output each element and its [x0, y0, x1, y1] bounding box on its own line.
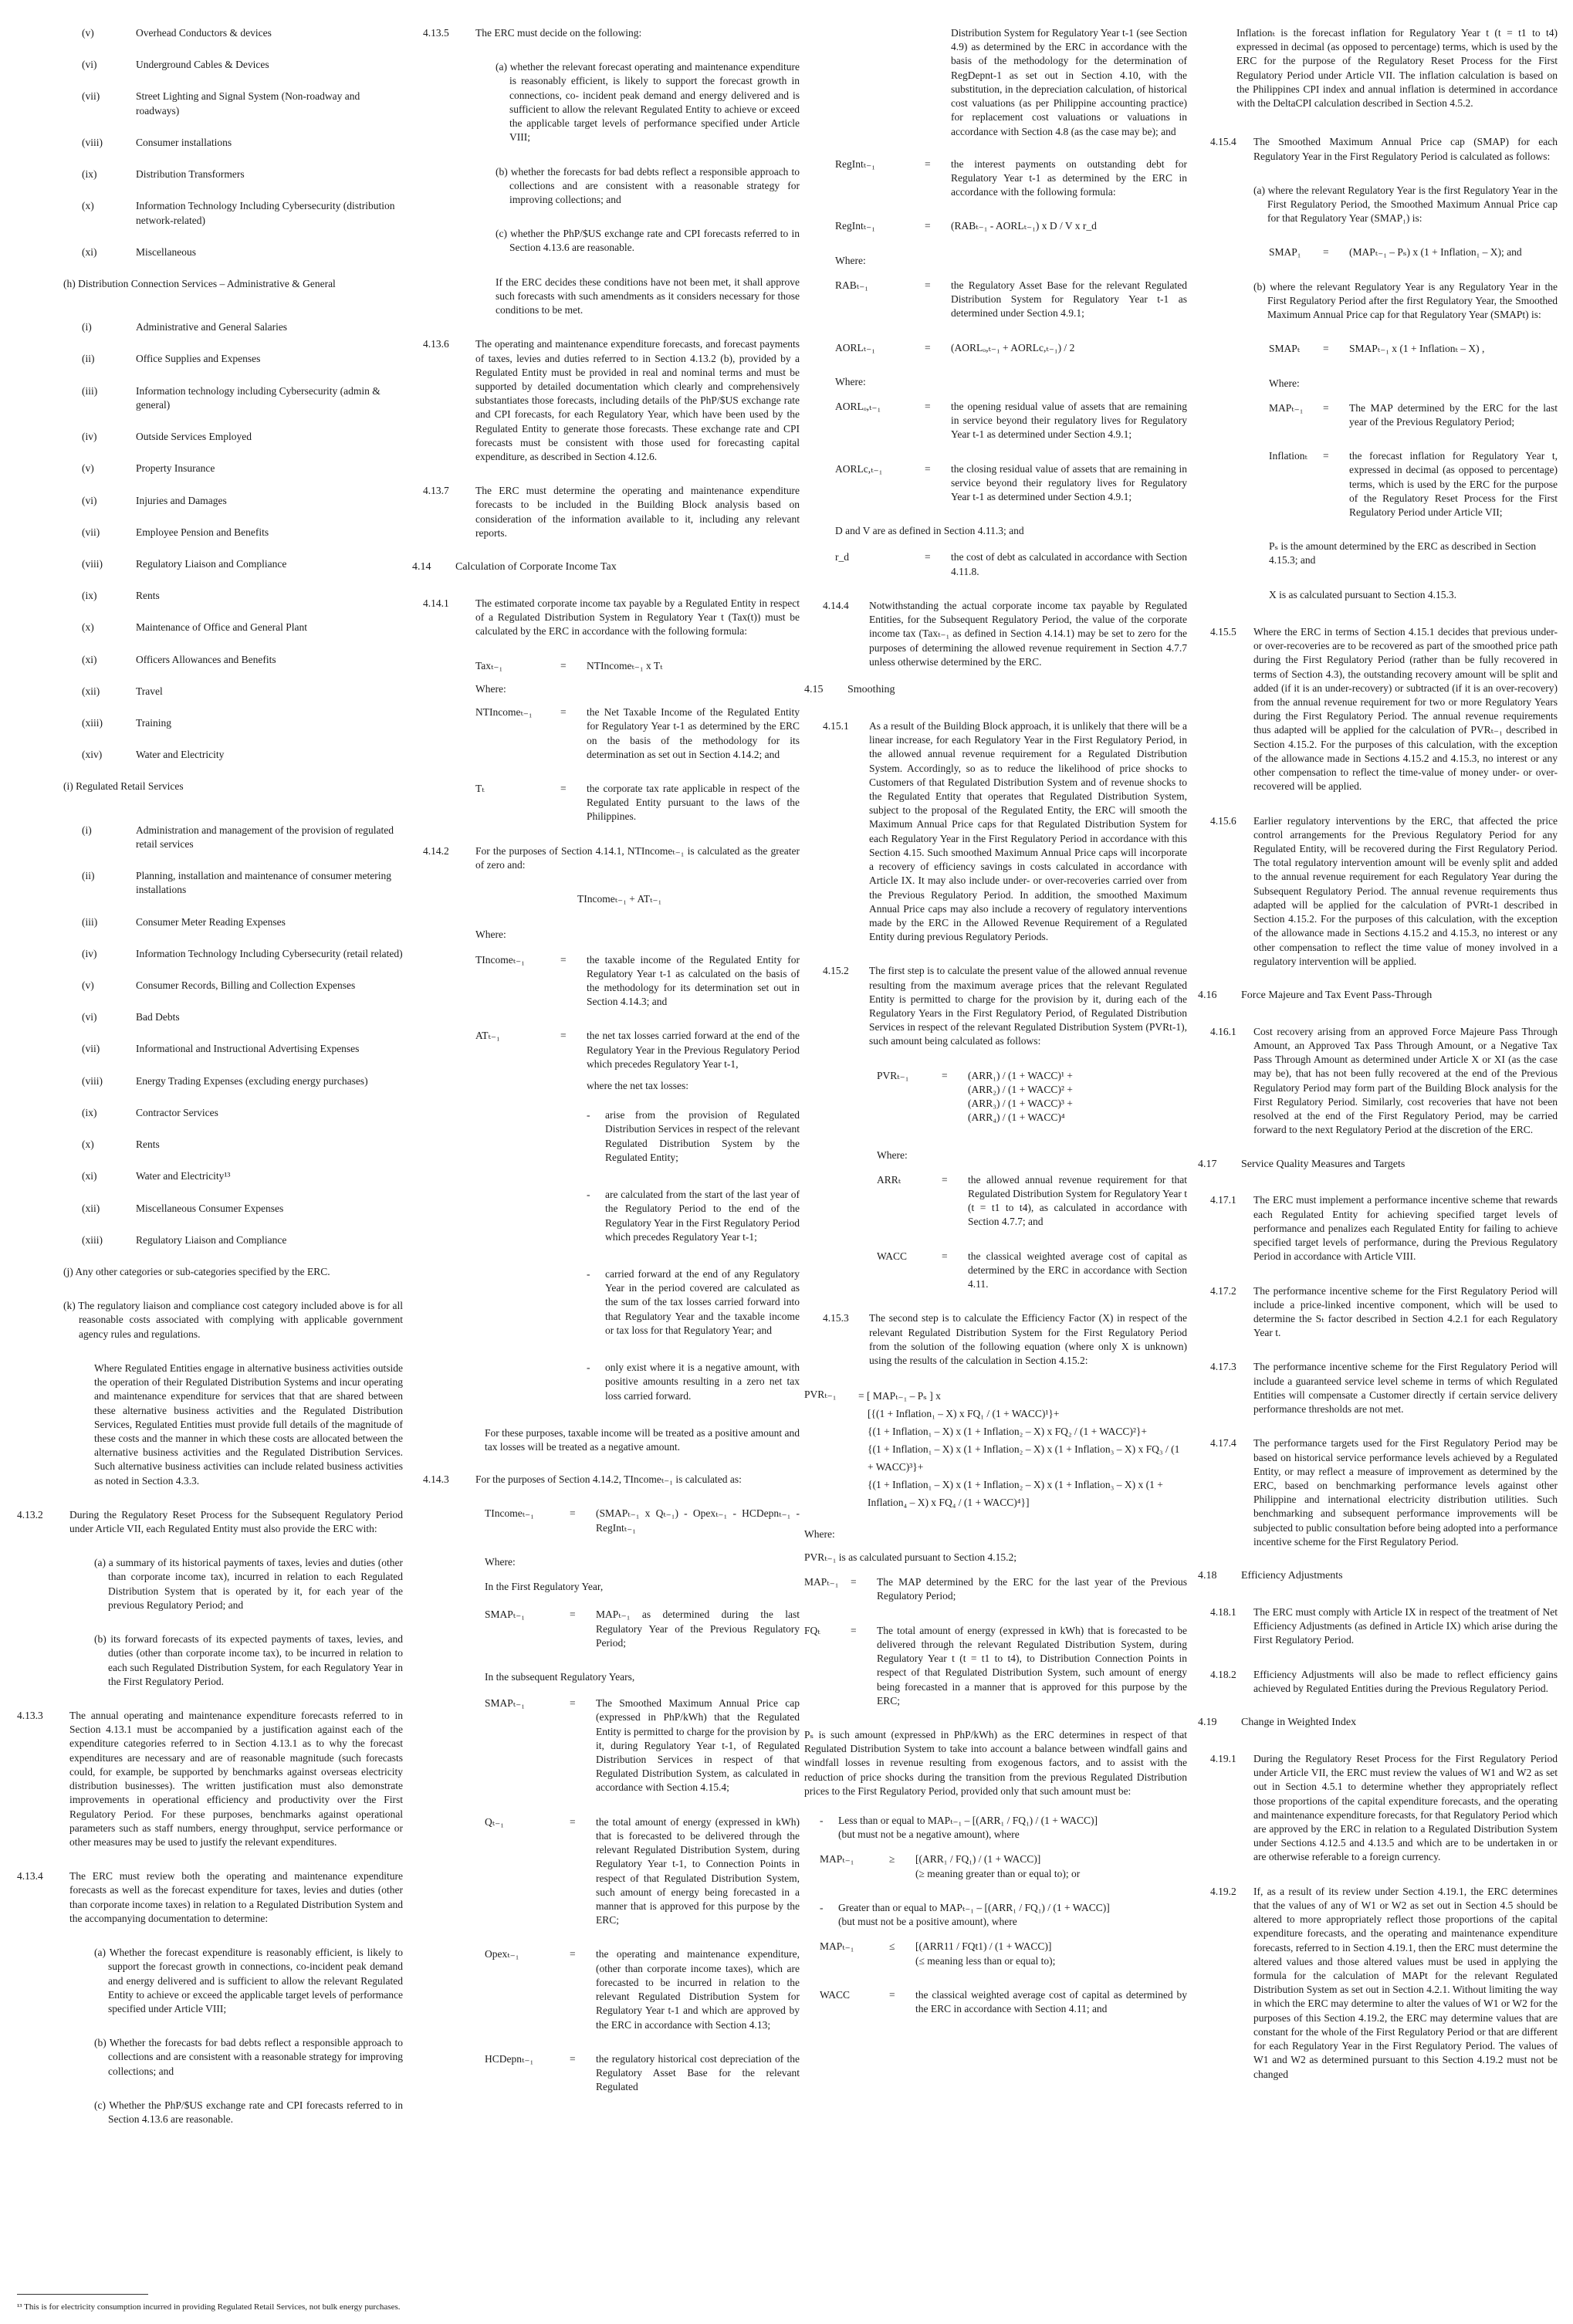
section-4-16-1: 4.16.1 Cost recovery arising from an approved Force Majeure Pass Through Amount, an Approved Tax Pass Through Amount, or a Negative Tax Pass Through Amount as determined under Article X or XI (as the case may be), that has not been fully recovered at the end of the Previous Regulatory Period may form part of the Building Block analysis for the First Regulatory Period. Similarly, cost recoveries that have not been resolved at the end of the First Regulatory Period, may be carried forward to the next Regulatory Period at the discretion of the ERC.	[1210, 1025, 1558, 1136]
section-4-13-5-d: If the ERC decides these conditions have not been met, it shall approve such forecasts with such amendments as it considers necessary for those conditions to be met.	[496, 276, 800, 316]
list-item-number: (xiii)	[82, 717, 103, 729]
list-item-text: Consumer Records, Billing and Collection Expenses	[136, 979, 356, 991]
bullet-greater-than: - Greater than or equal to MAPₜ₋₁ – [(ARR₁ / FQ₁) / (1 + WACC)] (but must not be a positive amount), where	[820, 1901, 1110, 1928]
section-4-15-1: 4.15.1 As a result of the Building Block approach, it is unlikely that there will be a linear increase, for each Regulatory Year in the First Regulatory Period, in the allowed annual revenue requirement for a Regulated Distribution System. Accordingly, so as to reduce the likelihood of price shocks to Customers of that Regulated Distribution System and of revenue shocks to the Regulated Entity that operates that Regulated Distribution System, subject to the proposal of the Regulated Entity, the ERC will smooth the Maximum Annual Price caps for that Regulated Distribution System for each Regulatory Year in the First Regulatory Period in accordance with this Section 4.15. Such smoothed Maximum Annual Price caps will incorporate a recovery of efficiency savings in costs calculated in accordance with Article IX. It may also include under- or over-recoveries carried over from the Previous Regulatory Period. In addition, the smoothed Maximum Annual Price caps may also include a recovery of regulatory interventions made by the ERC in the Allowed Revenue Requirement of a Regulated Entity during previous Regulatory Periods.	[823, 719, 1187, 943]
where-label: Where:	[1269, 377, 1300, 389]
section-4-15-6: 4.15.6 Earlier regulatory interventions by the ERC, that affected the price control arrangements for the Previous Regulatory Period for any Regulated Entity, will be recovered during the First Regulatory Period. The total regulatory intervention amount will be evenly split and added to the annual revenue requirement for each Regulatory Year during the Subsequent Regulatory Period. The annual revenue requirements thus adapted will be applied for the calculation of PVRt-1 described in Section 4.15.2. For the purposes of this calculation, with the exception of the allowance made in Sections 4.15.2 and 4.15.3, no interest or any other compensation to reflect the time value of money involved in a regulatory intervention will be applied.	[1210, 814, 1558, 967]
def-tincome: TIncomeₜ₋₁ = the taxable income of the Regulated Entity for Regulatory Year t-1 as calculated on the basis of the methodology for its determination set out in Section 4.14.3; and	[475, 953, 800, 1008]
list-item-number: (viii)	[82, 1074, 103, 1087]
section-4-13-5-a: (a) whether the relevant forecast operating and maintenance expenditure is reasonably efficient, is likely to support the forecast growth in connections, co- incident peak demand and energy delivered and is sufficient to allow the relevant Regulated Entity to achieve or exceed the applicable target levels of performance specified under Article VIII;	[496, 61, 800, 144]
eq-pvr: PVRₜ₋₁ = (ARR₁) / (1 + WACC)¹ + (ARR₂) / (1 + WACC)² + (ARR₃) / (1 + WACC)³ + (ARR₄) / (1 + WACC)⁴	[877, 1069, 1187, 1125]
ps-para: Pₛ is such amount (expressed in PhP/kWh) as the ERC determines in respect of that Regulated Distribution System to take into account a balance between windfall gains and windfall losses in revenue resulting from exogenous factors, and to assist with the reduction of price shocks during the transition from the previous Regulated Distribution prices to the First Regulatory Period, provided only that such amount must be:	[804, 1728, 1187, 1797]
list-item-text: Miscellaneous	[136, 245, 196, 258]
section-4-15-3: 4.15.3 The second step is to calculate the Efficiency Factor (X) in respect of the relevant Regulated Distribution System for the First Regulatory Period from the solution of the following equation (where only X is unknown) using the results of the calculation in Section 4.15.2:	[823, 1312, 1187, 1366]
def-regint: RegIntₜ₋₁ = the interest payments on outstanding debt for Regulatory Year t-1 as determined by the ERC in accordance with the following formula:	[835, 157, 1187, 198]
def-fq: FQₜ = The total amount of energy (expressed in kWh) that is forecasted to be delivered through the relevant Regulated Distribution System, during Regulatory Year t (t = t1 to t4), to Distribution Connection Points in respect of that Regulated Distribution System, such amount of energy being forecasted in a manner that is approved for this purpose by the ERC;	[804, 1624, 1187, 1707]
list-item	[17, 494, 403, 508]
list-item-number: (viii)	[82, 557, 103, 570]
list-i	[17, 824, 403, 1247]
section-4-13-5-b: (b) whether the forecasts for bad debts reflect a responsible approach to collections and are consistent with a reasonable strategy for improving collections; and	[496, 165, 800, 205]
section-4-13-2-b: (b) its forward forecasts of its expected payments of taxes, levies, and duties (other than corporate income tax), to be incurred in relation to each such Regulated Distribution System, for each Regulatory Year in the First Regulatory Period.	[94, 1633, 403, 1687]
list-item-text: Information Technology Including Cybersecurity (distribution network-related)	[136, 200, 395, 226]
heading-4-14: 4.14 Calculation of Corporate Income Tax	[412, 561, 617, 573]
column-2	[412, 26, 800, 2309]
list-item-text: Rents	[136, 1138, 160, 1151]
heading-4-19: 4.19 Change in Weighted Index	[1198, 1717, 1357, 1729]
eq-ge: MAPₜ₋₁ ≥ [(ARR₁ / FQ₁) / (1 + WACC)] (≥ meaning greater than or equal to); or	[820, 1853, 1081, 1879]
list-item-number: (iv)	[82, 431, 97, 443]
def-smap-subsequent: SMAPₜ₋₁ = The Smoothed Maximum Annual Price cap (expressed in PhP/kWh) that the Regulated Entity is permitted to charge for the provision by it, during Regulatory Year t-1, of Regulated Distribution Services in respect of that Regulated Distribution System, as calculated in accordance with Section 4.15.4;	[485, 1697, 800, 1794]
item-k: (k) The regulatory liaison and compliance cost category included above is for all reasonable costs associated with complying with applicable government agency rules and regulations.	[63, 1300, 403, 1340]
list-item-number: (v)	[82, 979, 94, 991]
def-at: ATₜ₋₁ = the net tax losses carried forward at the end of the Regulatory Year in the Previous Regulatory Period which precedes Regulatory Year t-1,	[475, 1030, 800, 1070]
list-item-text: Rents	[136, 590, 160, 602]
section-4-15-2: 4.15.2 The first step is to calculate the present value of the allowed annual revenue resulting from the maximum average prices that the relevant Regulated Entity is permitted to charge for the provision by it, during each of the Regulatory Years in the First Regulatory Period, of Regulated Distribution Services in respect of the relevant Regulated Distribution System (PVRt-1), such amount being calculated as follows:	[823, 965, 1187, 1047]
list-item	[17, 653, 403, 667]
list-item-text: Information technology including Cybersecurity (admin & general)	[136, 384, 381, 411]
def-wacc-2: WACC = the classical weighted average cost of capital as determined by the ERC in accordance with Section 4.11; and	[820, 1988, 1187, 2015]
list-item	[17, 384, 403, 412]
list-item-number: (ix)	[82, 168, 97, 181]
section-4-19-2: 4.19.2 If, as a result of its review under Section 4.19.1, the ERC determines that the values of any of W1 or W2 as set out in Section 4.5 should be altered to more appropriately reflect those proportions of the capital expenditure forecasts, and the operating and maintenance expenditure forecasts, referred to in Section 4.19.1, then the ERC must determine the altered values and those altered values must be used in applying the formula for the calculation of MAPt for the relevant Regulated Distribution System as set out in Section 4.2.1. Without limiting the way in which the ERC may determine to alter the values of W1 or W2 for the purposes of this Section 4.19.2, the ERC may determine values that are constant for the whole of the First Regulatory Period or that are different for each Regulatory Year in the First Regulatory Period. The values of W1 and W2 as determined pursuant to this Section 4.19.2 must not be changed	[1210, 1885, 1558, 2080]
def-aorl-opening: AORLₒ,ₜ₋₁ = the opening residual value of assets that are remaining in service beyond their regulatory lives for Regulatory Year t-1 as determined under Section 4.9.1;	[835, 400, 1187, 441]
subsequent-label: In the subsequent Regulatory Years,	[485, 1670, 635, 1683]
list-item	[17, 136, 403, 150]
eqx-line-1: = [ MAPₜ₋₁ – Pₛ ] x	[858, 1390, 941, 1402]
list-item-text: Regulatory Liaison and Compliance	[136, 1233, 287, 1246]
list-item-text: Bad Debts	[136, 1011, 180, 1023]
eq-pvr-term-4: (ARR₄) / (1 + WACC)⁴	[968, 1111, 1065, 1124]
list-item	[17, 1106, 403, 1120]
list-item-text: Consumer installations	[136, 136, 232, 148]
section-4-13-4-c: (c) Whether the PhP/$US exchange rate and CPI forecasts referred to in Section 4.13.6 are reasonable.	[94, 2099, 403, 2126]
eq-tax: Taxₜ₋₁ = NTIncomeₜ₋₁ x Tₜ	[475, 659, 663, 671]
list-item	[17, 1233, 403, 1247]
list-item	[17, 199, 403, 227]
heading-4-18: 4.18 Efficiency Adjustments	[1198, 1570, 1343, 1582]
def-wacc: WACC = the classical weighted average cost of capital as determined by the ERC in accordance with Section 4.11.	[877, 1250, 1187, 1291]
heading-i: (i) Regulated Retail Services	[63, 780, 184, 793]
section-4-13-4-a: (a) Whether the forecast expenditure is reasonably efficient, is likely to support the forecast growth in connections, co-incident peak demand and energy delivered and is sufficient to allow the relevant Regulated Entity to achieve or exceed the applicable target levels of performance specified under Article VIII;	[94, 1947, 403, 2014]
section-4-19-1: 4.19.1 During the Regulatory Reset Process for the First Regulatory Period under Article VII, the ERC must review the values of W1 and W2 as set out in Section 4.5.1 to determine whether they appropriately reflect those proportions of the capital expenditure forecasts, and the operating and maintenance expenditure forecasts, for that Regulatory Period which are approved by the ERC in relation to a Regulated Distribution System under Sections 4.12.5 and 4.13.5 and which are to be undertaken in or are otherwise referable to a foreign currency.	[1210, 1752, 1558, 1863]
eq-pvr-term-1: (ARR₁) / (1 + WACC)¹ +	[968, 1069, 1073, 1081]
bullet-1: - arise from the provision of Regulated Distribution Services in respect of the relevant Regulated Distribution System by the Regulated Entity;	[587, 1109, 800, 1163]
list-item	[17, 947, 403, 961]
eqx-line-5: {(1 + Inflation₁ – X) x (1 + Inflation₂ – X) x (1 + Inflation₃ – X) x (1 + Inflation₄ – X) x FQ₄ / (1 + WACC)⁴}]	[868, 1478, 1163, 1508]
section-4-13-2: 4.13.2 During the Regulatory Reset Process for the Subsequent Regulatory Period under Article VII, each Regulated Entity must also provide the ERC with:	[17, 1508, 403, 1535]
footnote: ¹³ This is for electricity consumption incurred in providing Regulated Retail Services, not bulk energy purchases.	[17, 2302, 401, 2312]
section-4-15-5: 4.15.5 Where the ERC in terms of Section 4.15.1 decides that previous under- or over-recoveries are to be recovered as part of the smoothed price path during the First Regulatory Period (rather than be fully recovered in terms of Section 4.3), the outstanding recovery amount will be split and added (if it is an under-recovery) or subtracted (if it is an over-recovery) from the annual revenue requirement for two or more Regulatory Years during the First Regulatory Period. The annual revenue requirements thus adapted will be applied for the calculation of PVRₜ₋₁ described in Section 4.15.2. For the purposes of this calculation, with the exception of the allowance made in Sections 4.15.2 and 4.15.3, no interest or any other compensation to reflect the time-value of money under- or over-recovered will be applied.	[1210, 625, 1558, 793]
def-inflation: Inflationₜ = the forecast inflation for Regulatory Year t, expressed in decimal (as opposed to percentage) terms, which is used by the ERC for the purpose of the Regulatory Reset Process for the First Regulatory Period under Article VII;	[1269, 450, 1558, 519]
list-item	[17, 90, 403, 117]
where-label: Where:	[485, 1555, 516, 1568]
section-4-14-2: 4.14.2 For the purposes of Section 4.14.1, NTIncomeₜ₋₁ is calculated as the greater of zero and:	[423, 844, 800, 871]
dv-note: D and V are as defined in Section 4.11.3; and	[835, 525, 1024, 537]
section-4-13-7: 4.13.7 The ERC must determine the operating and maintenance expenditure forecasts to be included in the Building Block analysis based on consideration of the information available to it, including any relevant reports.	[423, 485, 800, 539]
list-item	[17, 869, 403, 897]
list-item-number: (v)	[82, 462, 94, 475]
list-item-text: Maintenance of Office and General Plant	[136, 621, 308, 634]
list-item-number: (ix)	[82, 590, 97, 602]
section-4-13-3: 4.13.3 The annual operating and maintenance expenditure forecasts referred to in Section 4.13.1 must be accompanied by a justification against each of the expenditure categories referred to in Section 4.13.1 as to why the forecast expenditures are necessary and are of reasonable magnitude (such forecasts could, for example, be supported by benchmarks against overseas electricity distribution businesses). The written justification must also demonstrate improvements in operational efficiency and productivity over the First Regulatory Period. For these purposes, benchmarks against operational parameters such as staff numbers, energy throughput, service performance or other measures may be used to justify the relevant expenditures.	[17, 1710, 403, 1848]
section-4-17-2: 4.17.2 The performance incentive scheme for the First Regulatory Period will include a price-linked incentive component, which will be used to determine the Sₜ factor described in Section 4.2.1 for each Regulatory Year t.	[1210, 1284, 1558, 1339]
list-item-number: (iii)	[82, 384, 98, 397]
inflation-para: Inflationₜ is the forecast inflation for Regulatory Year t (t = t1 to t4) expressed in decimal (as opposed to percentage) terms, which is used by the ERC for the purpose of the Regulatory Reset Process for the First Regulatory Period under Article VII. The inflation calculation is based on the Philippines CPI index and annual inflation is determined in accordance with the DeltaCPI calculation described in Section 4.5.2.	[1236, 27, 1558, 110]
def-ntincome: NTIncomeₜ₋₁ = the Net Taxable Income of the Regulated Entity for Regulatory Year t-1 as determined by the ERC on the basis of the methodology for its determination as set out in Section 4.14.2; and	[475, 706, 800, 760]
column-3	[804, 26, 1187, 2309]
eq-pvr-term-3: (ARR₃) / (1 + WACC)³ +	[968, 1098, 1073, 1110]
list-item	[17, 167, 403, 181]
list-item	[17, 589, 403, 603]
section-4-15-4: 4.15.4 The Smoothed Maximum Annual Price cap (SMAP) for each Regulatory Year in the First Regulatory Period is calculated as follows:	[1210, 136, 1558, 162]
alt-business-para: Where Regulated Entities engage in alternative business activities outside the operation of their Regulated Distribution Systems and incur operating and maintenance expenditure for services that that are shared between these alternative business activities and the Regulated Distribution Services, Regulated Entities must provide full details of the magnitude of these costs and the manner in which these costs are allocated between the alternative business activities and the Regulated Distribution Services. Such alternative business activities can include related business activities as noted in Section 4.3.3.	[94, 1362, 403, 1487]
list-item-text: Outside Services Employed	[136, 431, 252, 443]
list-item	[17, 1202, 403, 1216]
list-item-text: Distribution Transformers	[136, 168, 245, 181]
list-item-text: Energy Trading Expenses (excluding energy purchases)	[136, 1074, 368, 1087]
def-smap-first: SMAPₜ₋₁ = MAPₜ₋₁ as determined during the last Regulatory Year of the Previous Regulatory Period;	[485, 1609, 800, 1649]
section-4-17-4: 4.17.4 The performance targets used for the First Regulatory Period may be based on historical service performance levels achieved by a Regulated Entity, or may reflect a measure of improvement as determined by the ERC, based on benchmarking performance levels against other Philippine and international electricity distribution utilities. Such benchmarking and subsequent performance improvements will be subjected to public consultation before being adopted into a performance incentive scheme for the First Regulatory Period.	[1210, 1437, 1558, 1548]
list-item-text: Employee Pension and Benefits	[136, 526, 269, 538]
list-item	[17, 1010, 403, 1024]
list-item	[17, 748, 403, 762]
hcdepn-continued: Distribution System for Regulatory Year t-1 (see Section 4.9) as determined by the ERC in accordance with the basis of the methodology for the determination of RegDepnt-1 as set out in Section 4.10, with the substitution, in the depreciation calculation, of historical cost valuations (as per Philippine accounting practice) for replacement cost valuations or valuations in accordance with Section 4.8 (as the case may be); and	[951, 27, 1187, 137]
column-4	[1198, 26, 1558, 2309]
bullet-2: - are calculated from the start of the last year of the Regulatory Period to the end of the Regulatory Year in the First Regulatory Period which precedes Regulatory Year t-1;	[587, 1189, 800, 1243]
list-h	[17, 320, 403, 762]
heading-4-17: 4.17 Service Quality Measures and Targets	[1198, 1158, 1406, 1170]
list-item-number: (xiii)	[82, 1233, 103, 1246]
where-label: Where:	[835, 254, 866, 266]
list-item-number: (xi)	[82, 1170, 97, 1182]
list-item-text: Planning, installation and maintenance of consumer metering installations	[136, 870, 392, 896]
list-item-number: (x)	[82, 200, 94, 212]
def-aorl: AORLₜ₋₁ = (AORLₒ,ₜ₋₁ + AORLc,ₜ₋₁) / 2	[835, 341, 1075, 354]
pvr-note: PVRₜ₋₁ is as calculated pursuant to Section 4.15.2;	[804, 1551, 1017, 1563]
where-label: Where:	[475, 682, 506, 695]
list-item-number: (vii)	[82, 526, 100, 538]
heading-4-16: 4.16 Force Majeure and Tax Event Pass-Through	[1198, 989, 1433, 1001]
eq-smap1: SMAP₁ = (MAPₜ₋₁ – Pₛ) x (1 + Inflation₁ – X); and	[1269, 246, 1522, 259]
def-arr: ARRₜ = the allowed annual revenue requirement for that Regulated Distribution System for Regulatory Year t (t = t1 to t4), as calculated in accordance with Section 4.7.7; and	[877, 1173, 1187, 1228]
section-4-15-4-b: (b) where the relevant Regulatory Year is any Regulatory Year in the First Regulatory Period after the first Regulatory Year, the Smoothed Maximum Annual Price cap for that Regulatory Year (SMAPt) is:	[1253, 280, 1558, 321]
list-item	[17, 58, 403, 72]
purposes-para: For these purposes, taxable income will be treated as a positive amount and tax losses will be treated as a negative amount.	[485, 1426, 800, 1453]
list-item	[17, 685, 403, 699]
list-item-number: (vi)	[82, 59, 97, 71]
list-item-number: (x)	[82, 621, 94, 634]
list-item-text: Informational and Instructional Advertising Expenses	[136, 1043, 360, 1055]
bullet-3: - carried forward at the end of any Regulatory Year in the period covered are calculated as the sum of the tax losses carried forward into that Regulatory Year and the taxable income or tax loss for that Regulatory Year; and	[587, 1268, 800, 1336]
list-item-text: Information Technology Including Cybersecurity (retail related)	[136, 947, 403, 959]
eq-le: MAPₜ₋₁ ≤ [(ARR11 / FQt1) / (1 + WACC)] (≤ meaning less than or equal to);	[820, 1940, 1056, 1967]
eq-tincome: TIncomeₜ₋₁ = (SMAPₜ₋₁ x Qₜ₋₁) - Opexₜ₋₁ - HCDepnₜ₋₁ - RegIntₜ₋₁	[485, 1507, 800, 1534]
list-item	[17, 824, 403, 851]
section-4-13-6: 4.13.6 The operating and maintenance expenditure forecasts, and forecast payments of taxes, levies and duties referred to in Section 4.13.2 (b), provided by a Regulated Entity must be provided in real and nominal terms and must be supported by detailed documentation which clearly and comprehensively substantiates those forecasts, including details of the PhP/$US exchange rate and CPI forecasts, for each Regulatory Year, which have been used by the Regulated Entity to generate those forecasts. These exchange rate and CPI forecasts must be consistent with those used for forecasting capital expenditure, as described in Section 4.12.6.	[423, 338, 800, 463]
def-map: MAPₜ₋₁ = The MAP determined by the ERC for the last year of the Previous Regulatory Period;	[804, 1576, 1187, 1602]
section-4-14-4: 4.14.4 Notwithstanding the actual corporate income tax payable by Regulated Entities, for the Subsequent Regulatory Period, the value of the corporate income tax (Taxₜ₋₁ as defined in Section 4.14.1) may be set to zero for the purposes of determining the allowed revenue requirement in Section 4.7.7 unless otherwise determined by the ERC.	[823, 599, 1187, 668]
list-item	[17, 526, 403, 540]
where-label: Where:	[804, 1527, 835, 1540]
list-item	[17, 979, 403, 993]
eq-efficiency-factor: PVRₜ₋₁ = [ MAPₜ₋₁ – Pₛ ] x [{(1 + Inflation₁ – X) x FQ₁ / (1 + WACC)¹}+ {(1 + Inflation₁ – X) x (1 + Inflation₂ – X) x FQ₂ / (1 + WACC)²}+ {(1 + Inflation₁ – X) x (1 + Inflation₂ – X) x (1 + Inflation₃ – X) x FQ₃ / (1 + WACC)³}+ {(1 + Inflation₁ – X) x (1 + Inflation₂ – X) x (1 + Inflation₃ – X) x (1 + Inflation₄ – X) x FQ₄ / (1 + WACC)⁴}]	[804, 1388, 1187, 1512]
x-note: X is as calculated pursuant to Section 4.15.3.	[1269, 588, 1456, 600]
list-item-number: (iv)	[82, 947, 97, 959]
def-t: Tₜ = the corporate tax rate applicable in respect of the Regulated Entity pursuant to the laws of the Philippines.	[475, 782, 800, 823]
list-item	[17, 462, 403, 475]
def-hcdepn: HCDepnₜ₋₁ = the regulatory historical cost depreciation of the Regulatory Asset Base for the relevant Regulated	[485, 2052, 800, 2093]
list-item-number: (xiv)	[82, 749, 103, 761]
section-4-18-2: 4.18.2 Efficiency Adjustments will also be made to reflect efficiency gains achieved by Regulated Entities during the Previous Regulatory Period.	[1210, 1668, 1558, 1694]
list-item-number: (i)	[82, 824, 92, 836]
list-item-text: Contractor Services	[136, 1106, 218, 1118]
where-label: Where:	[835, 375, 866, 387]
list-item-text: Water and Electricity¹³	[136, 1170, 231, 1182]
eq-pvr-term-2: (ARR₂) / (1 + WACC)² +	[968, 1083, 1073, 1095]
list-item-text: Training	[136, 717, 172, 729]
ps-note: Pₛ is the amount determined by the ERC as described in Section 4.15.3; and	[1269, 540, 1537, 567]
section-4-14-1: 4.14.1 The estimated corporate income tax payable by a Regulated Entity in respect of a Regulated Distribution System in Regulatory Year t (Tax(t)) must be calculated by the ERC in accordance with the following formula:	[423, 597, 800, 638]
list-item-number: (xi)	[82, 245, 97, 258]
list-item-number: (iii)	[82, 915, 98, 928]
list-g-tail	[17, 26, 403, 259]
list-item	[17, 915, 403, 929]
list-item-number: (ii)	[82, 353, 95, 365]
list-item	[17, 245, 403, 259]
eqx-line-2: [{(1 + Inflation₁ – X) x FQ₁ / (1 + WACC)¹}+	[868, 1408, 1060, 1420]
list-item-text: Office Supplies and Expenses	[136, 353, 261, 365]
list-item-number: (x)	[82, 1138, 94, 1151]
section-4-13-2-a: (a) a summary of its historical payments of taxes, levies and duties (other than corporate income tax), incurred in relation to each Regulated Distribution System that is operated by it, for each year of the previous Regulatory Period; and	[94, 1557, 403, 1611]
list-item-text: Regulatory Liaison and Compliance	[136, 557, 287, 570]
def-rab: RABₜ₋₁ = the Regulatory Asset Base for the relevant Regulated Distribution System for Regulatory Year t-1 as determined under Section 4.9.1;	[835, 279, 1187, 320]
list-item	[17, 26, 403, 40]
list-item	[17, 430, 403, 444]
where-label: Where:	[877, 1148, 908, 1161]
column-1	[17, 26, 403, 2309]
list-item-text: Miscellaneous Consumer Expenses	[136, 1202, 284, 1214]
footnote-rule	[17, 2294, 148, 2295]
where-label: Where:	[475, 929, 506, 941]
list-item	[17, 320, 403, 334]
section-4-13-5-c: (c) whether the PhP/$US exchange rate and CPI forecasts referred to in Section 4.13.6 are reasonable.	[496, 228, 800, 254]
eqx-line-3: {(1 + Inflation₁ – X) x (1 + Inflation₂ – X) x FQ₂ / (1 + WACC)²}+	[868, 1426, 1148, 1438]
list-item	[17, 352, 403, 366]
list-item	[17, 557, 403, 571]
section-4-13-4: 4.13.4 The ERC must review both the operating and maintenance expenditure forecasts as well as the forecast expenditure for taxes, levies and duties (other than corporate income taxes) in relation to a Regulated Distribution System and the accompanying documentation to determine:	[17, 1870, 403, 1924]
list-item-text: Officers Allowances and Benefits	[136, 653, 276, 665]
def-rd: r_d = the cost of debt as calculated in accordance with Section 4.11.8.	[835, 551, 1187, 577]
list-item-number: (ix)	[82, 1106, 97, 1118]
list-item-number: (vii)	[82, 90, 100, 103]
def-map-4: MAPₜ₋₁ = The MAP determined by the ERC for the last year of the Previous Regulatory Period;	[1269, 401, 1558, 428]
list-item-text: Underground Cables & Devices	[136, 59, 269, 71]
list-item-text: Street Lighting and Signal System (Non-roadway and roadways)	[136, 90, 360, 117]
list-item-text: Administrative and General Salaries	[136, 321, 288, 333]
eq-smapt: SMAPₜ = SMAPₜ₋₁ x (1 + Inflationₜ – X) ,	[1269, 343, 1485, 355]
item-j: (j) Any other categories or sub-categories specified by the ERC.	[63, 1265, 330, 1277]
eqx-line-4: {(1 + Inflation₁ – X) x (1 + Inflation₂ – X) x (1 + Inflation₃ – X) x FQ₃ / (1 + WACC)³}+	[868, 1443, 1180, 1473]
list-item-text: Property Insurance	[136, 462, 215, 475]
list-item-number: (xii)	[82, 685, 100, 697]
section-4-17-1: 4.17.1 The ERC must implement a performance incentive scheme that rewards each Regulated Entity for achieving specified target levels of performance and penalizes each Regulated Entity for failing to achieve specified target levels of performance, during the Previous Regulatory Period in accordance with Article VIII.	[1210, 1194, 1558, 1263]
list-item	[17, 1042, 403, 1056]
list-item-number: (i)	[82, 321, 92, 333]
list-item-number: (vii)	[82, 1043, 100, 1055]
first-year-label: In the First Regulatory Year,	[485, 1581, 604, 1593]
list-item-text: Consumer Meter Reading Expenses	[136, 915, 286, 928]
list-item-number: (xii)	[82, 1202, 100, 1214]
list-item	[17, 1138, 403, 1152]
list-item-number: (xi)	[82, 653, 97, 665]
list-item-number: (vi)	[82, 1011, 97, 1023]
section-4-13-4-b: (b) Whether the forecasts for bad debts reflect a responsible approach to collections and are consistent with a reasonable strategy for improving collections; and	[94, 2037, 403, 2077]
section-4-13-5: 4.13.5 The ERC must decide on the following:	[423, 27, 642, 39]
net-tax-losses-intro: where the net tax losses:	[587, 1080, 688, 1092]
list-item-text: Travel	[136, 685, 163, 697]
list-item-number: (ii)	[82, 870, 95, 882]
section-4-14-3: 4.14.3 For the purposes of Section 4.14.2, TIncomeₜ₋₁ is calculated as:	[423, 1473, 742, 1486]
list-item	[17, 621, 403, 634]
section-4-15-4-a: (a) where the relevant Regulatory Year is the first Regulatory Year in the First Regulatory Period, the Smoothed Maximum Annual Price cap for that Regulatory Year (SMAP₁) is:	[1253, 184, 1558, 225]
def-opex: Opexₜ₋₁ = the operating and maintenance expenditure, (other than corporate income taxes), which are forecasted to be incurred in relation to the relevant Regulated Distribution System for Regulatory Year t-1 and which are approved by the ERC in accordance with Section 4.13;	[485, 1948, 800, 2031]
list-item-text: Water and Electricity	[136, 749, 225, 761]
list-item-number: (v)	[82, 27, 94, 39]
heading-h: (h) Distribution Connection Services – Administrative & General	[63, 277, 336, 289]
list-item	[17, 1169, 403, 1183]
list-item	[17, 1074, 403, 1088]
list-item	[17, 716, 403, 730]
def-q: Qₜ₋₁ = the total amount of energy (expressed in kWh) that is forecasted to be delivered through the relevant Regulated Distribution System, during Regulatory Year t-1, to Connection Points in respect of that Regulated Distribution System, such amount of energy being forecasted in a manner that is approved for this purpose by the ERC;	[485, 1815, 800, 1927]
eq-regint: RegIntₜ₋₁ = (RABₜ₋₁ - AORLₜ₋₁) x D / V x r_d	[835, 220, 1097, 232]
list-item-text: Overhead Conductors & devices	[136, 27, 272, 39]
list-item-text: Administration and management of the provision of regulated retail services	[136, 824, 394, 850]
heading-4-15: 4.15 Smoothing	[804, 684, 895, 695]
eq-ntincome: TIncomeₜ₋₁ + ATₜ₋₁	[577, 893, 662, 905]
bullet-4: - only exist where it is a negative amount, with positive amounts resulting in a zero net tax loss carried forward.	[587, 1362, 800, 1402]
def-aorl-closing: AORLc,ₜ₋₁ = the closing residual value of assets that are remaining in service beyond their regulatory lives for Regulatory Year t-1 as determined under Section 4.9.1;	[835, 462, 1187, 503]
section-4-17-3: 4.17.3 The performance incentive scheme for the First Regulatory Period will include a guaranteed service level scheme in terms of which Regulated Entities will compensate a Customer directly if certain service delivery performance thresholds are not met.	[1210, 1361, 1558, 1416]
bullet-less-than: - Less than or equal to MAPₜ₋₁ – [(ARR₁ / FQ₁) / (1 + WACC)] (but must not be a negative amount), where	[820, 1815, 1098, 1841]
list-item-text: Injuries and Damages	[136, 494, 227, 506]
list-item-number: (vi)	[82, 494, 97, 506]
list-item-number: (viii)	[82, 136, 103, 148]
section-4-18-1: 4.18.1 The ERC must comply with Article IX in respect of the treatment of Net Efficiency Adjustments (as defined in Article IX) which arise during the First Regulatory Period.	[1210, 1605, 1558, 1646]
